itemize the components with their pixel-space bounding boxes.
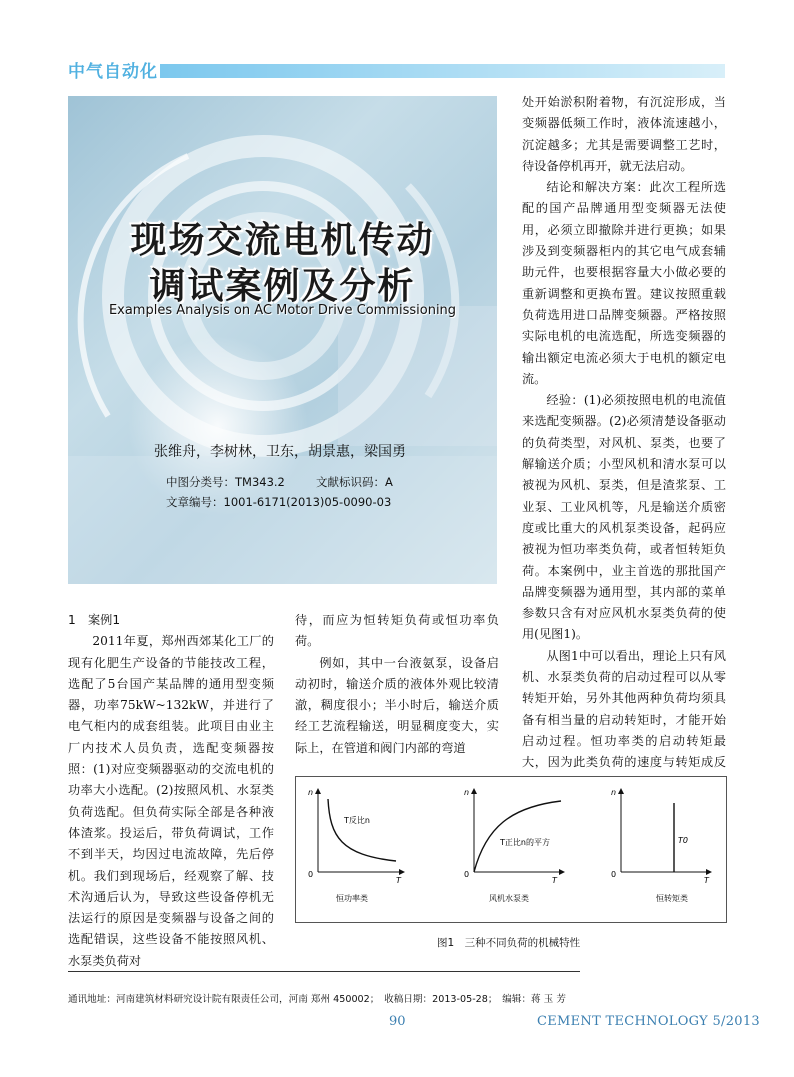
paragraph: 例如，其中一台液氨泵，设备启动初时，输送介质的液体外观比较清澈，稠度很小；半小时后，输送介质经工艺流程输送，明显稠度变大，实际上，在管道和阀门内部的弯道 [295,655,499,755]
panel-label: 恒功率类 [336,894,368,903]
curve-label: T正比n的平方 [500,838,550,847]
axis-x-label: T [704,876,709,885]
document-code: 文献标识码：A [316,475,393,489]
panel-label: 风机水泵类 [489,894,529,903]
figure-plot [296,777,726,922]
left-column [68,610,274,972]
paragraph: 待，而应为恒转矩负荷或恒功率负荷。 [295,613,499,649]
article-title-line2: 调试案例及分析 [149,266,416,307]
author-list: 张维舟，李树林，卫东，胡景惠，梁国勇 [154,444,406,460]
curve-square [474,801,561,872]
section-heading: 1 案例1 [68,613,121,627]
curve-label: T0 [678,836,688,845]
panel-constant-power [308,788,404,903]
panel-fan-pump [464,788,564,903]
curve-inverse [328,799,396,861]
axis-x-label: T [552,876,557,885]
page-number: 90 [389,1014,406,1029]
footnote-address: 通讯地址：河南建筑材料研究设计院有限责任公司，河南 郑州 450002； 收稿日期：2013-05-28； 编辑：蒋 玉 芳 [68,994,566,1005]
axis-x-label: T [396,876,401,885]
title-banner [68,96,497,584]
article-number: 文章编号：1001-6171(2013)05-0090-03 [166,495,392,509]
panel-constant-torque [611,788,711,903]
origin-label: 0 [464,870,470,879]
curve-label: T反比n [344,816,370,825]
paragraph: 结论和解决方案：此次工程所选配的国产品牌通用型变频器无法使用，必须立即撤除并进行更换；如果涉及到变频器柜内的其它电气成套辅助元件，也要根据容量大小做必要的重新调整和更换布置。建议按照重载负荷选用进口品牌变频器。严格按照实际电机的电流选配，所选变频器的输出额定电流必须大于电机的额定电流。 [522,180,726,386]
paragraph: 从图1中可以看出，理论上只有风机、水泵类负荷的启动过程可以从零转矩开始，另外其他两种负荷均须具备有相当量的启动转矩时，才能开始启动过程。恒功率类的启动转矩最大，因为此类负荷的速度与转矩成反 [522,648,726,770]
middle-column [295,610,499,759]
banner-decoration [68,96,497,584]
figure-caption: 图1 三种不同负荷的机械特性 [437,937,581,949]
paragraph: 处开始淤积附着物，有沉淀形成，当变频器低频工作时，液体流速越小，沉淀越多；尤其是需要调整工艺时，待设备停机再开，就无法启动。 [522,95,726,173]
footnote-rule [68,971,580,972]
clc-number: 中图分类号：TM343.2 [166,475,285,489]
axis-y-label: n [464,788,470,797]
header-bar [160,64,725,78]
right-column [522,92,726,795]
axis-y-label: n [308,788,314,797]
axis-y-label: n [611,788,617,797]
panel-label: 恒转矩类 [656,894,688,903]
origin-label: 0 [308,870,314,879]
figure-1 [295,776,727,923]
section-title: 中气自动化 [68,62,158,82]
origin-label: 0 [611,870,617,879]
journal-name: CEMENT TECHNOLOGY 5/2013 [537,1014,760,1029]
article-title-english: Examples Analysis on AC Motor Drive Commissioning [108,303,457,318]
article-title-line1: 现场交流电机传动 [130,220,435,261]
paragraph: 经验：(1)必须按照电机的电流值来选配变频器。(2)必须清楚设备驱动的负荷类型，对风机、泵类，也要了解输送介质；小型风机和清水泵可以被视为风机、泵类，但是渣浆泵、工业泵、工业风机等，凡是输送介质密度或比重大的风机泵类设备，起码应被视为恒功率类负荷，或者恒转矩负荷。本案例中，业主首选的那批国产品牌变频器为通用型，其内部的菜单参数只含有对应风机水泵类负荷的使用(见图1)。 [522,393,726,642]
paragraph: 2011年夏，郑州西郊某化工厂的现有化肥生产设备的节能技改工程，选配了5台国产某品牌的通用型变频器，功率75kW~132kW，并进行了电气柜内的成套组装。此项目由业主厂内技术人员负责，选配变频器按照：(1)对应变频器驱动的交流电机的功率大小选配。(2)按照风机、水泵类负荷选配。但负荷实际全部是各种液体渣浆。投运后，带负荷调试，工作不到半天，均因过电流故障，先后停机。我们到现场后，经观察了解、技术沟通后认为，导致这些设备停机无法运行的原因是变频器与设备之间的选配错误，这些设备不能按照风机、水泵类负荷对 [68,634,274,968]
